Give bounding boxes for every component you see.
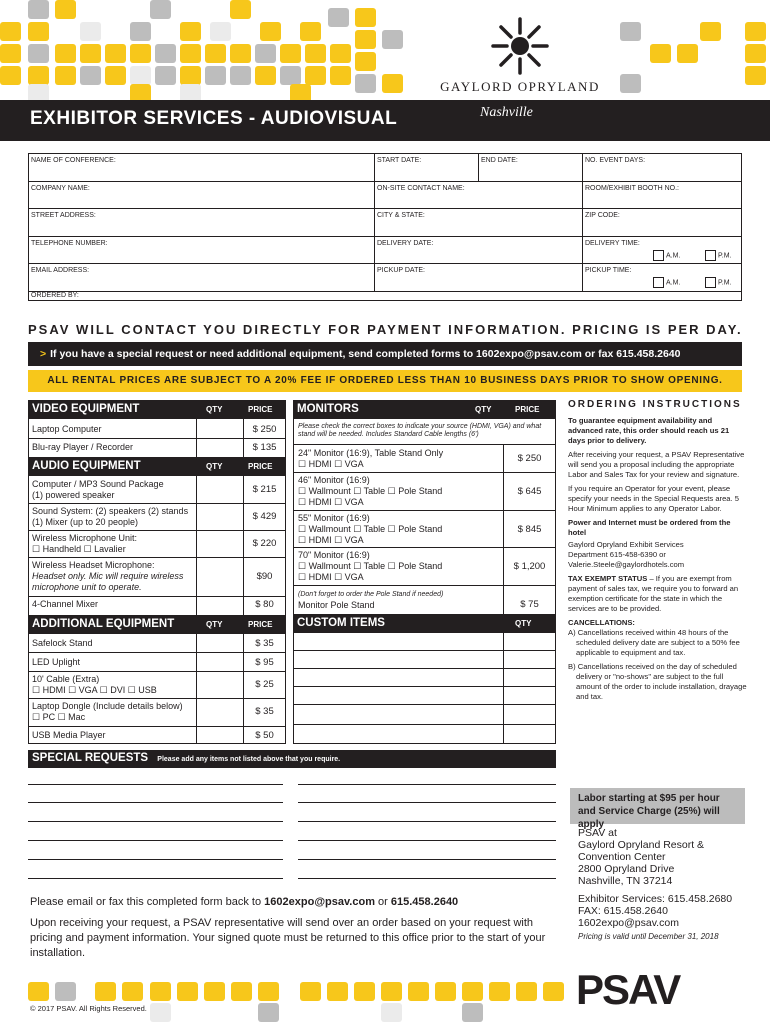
item-name: 55" Monitor (16:9) ☐ Wallmount ☐ Table ☐ Pole Stand ☐ HDMI ☐ VGA <box>298 513 443 545</box>
event-days-field[interactable] <box>583 154 741 181</box>
psav-address: PSAV at Gaylord Opryland Resort & Convention Center 2800 Opryland Drive Nashville, TN 37214 <box>578 827 705 887</box>
item-price: $ 50 <box>255 730 274 741</box>
item-name: Blu-ray Player / Recorder <box>32 442 134 452</box>
labor-notice: Labor starting at $95 per hour and Service Charge (25%) will apply <box>570 788 745 824</box>
item-name: 24" Monitor (16:9), Table Stand Only ☐ HDMI ☐ VGA <box>298 448 444 469</box>
cancellation-b: B) Cancellations received on the day of scheduled delivery or "no-shows" are subject to the full amount of the order to include installation, drayage and tax. <box>568 662 747 701</box>
field-label: STREET ADDRESS: <box>31 212 96 219</box>
booth-number-field[interactable] <box>583 182 741 209</box>
item-price: $ 645 <box>517 486 542 497</box>
special-requests-header <box>28 750 556 768</box>
item-name: Safelock Stand <box>32 638 93 648</box>
audio-header <box>28 457 286 476</box>
contact-email[interactable]: 1602expo@psav.com <box>578 917 679 929</box>
brand-name: GAYLORD OPRYLAND <box>440 79 600 94</box>
field-label: ON-SITE CONTACT NAME: <box>377 184 465 192</box>
item-name: Computer / MP3 Sound Package (1) powered speaker <box>32 479 164 500</box>
company-name-field[interactable] <box>29 182 375 209</box>
item-price: $90 <box>256 571 273 582</box>
field-label: EMAIL ADDRESS: <box>31 267 90 274</box>
item-price: $ 429 <box>252 511 277 522</box>
fax-number: 615.458.2640 <box>390 896 459 908</box>
tax-exempt: TAX EXEMPT STATUS – If you are exempt from payment of sales tax, we require you to forward an exemption certificate for the state in which the services are to be provided. <box>568 574 739 613</box>
section-title: SPECIAL REQUESTS <box>32 752 149 764</box>
price-label: PRICE <box>248 462 273 471</box>
monitor-note: Please check the correct boxes to indicate your source (HDMI, VGA) and what stand will be needed. Includes Standard Cable lengths (6') <box>298 423 542 438</box>
item-price: $ 250 <box>517 453 542 464</box>
section-title: ADDITIONAL EQUIPMENT <box>32 618 175 630</box>
delivery-time-field[interactable] <box>583 237 741 264</box>
payment-notice: PSAV WILL CONTACT YOU DIRECTLY FOR PAYMENT INFORMATION. PRICING IS PER DAY. <box>28 322 743 337</box>
conference-name-field[interactable] <box>29 154 375 181</box>
item-name: USB Media Player <box>32 730 106 740</box>
upon-receiving-text: Upon receiving your request, a PSAV representative will send over an order based on your request with pricing and payment information. Your signed quote must be returned to this office prior to the start of your installation. <box>30 917 546 959</box>
item-name: Wireless Microphone Unit: ☐ Handheld ☐ Lavalier <box>32 533 138 554</box>
field-label: ZIP CODE: <box>585 212 620 219</box>
field-label: TELEPHONE NUMBER: <box>31 239 108 247</box>
chevron-right-icon: > <box>40 348 47 360</box>
item-price: $ 75 <box>520 599 539 610</box>
item-price: $ 845 <box>517 524 542 535</box>
zip-code-field[interactable] <box>583 209 741 236</box>
item-price: $ 35 <box>255 706 274 717</box>
ordering-instructions <box>568 400 748 706</box>
qty-label: QTY <box>206 620 223 629</box>
ordering-p1: To guarantee equipment availability and advanced rate, this order should reach us 21 days prior to delivery. <box>568 416 730 445</box>
end-date-field[interactable] <box>479 154 583 181</box>
item-name: Monitor Pole Stand <box>298 600 375 610</box>
telephone-field[interactable] <box>29 237 375 264</box>
item-price: $ 35 <box>255 638 274 649</box>
section-title: MONITORS <box>297 403 359 415</box>
delivery-date-field[interactable] <box>375 237 583 264</box>
copyright: © 2017 PSAV. All Rights Reserved. <box>30 1004 147 1013</box>
item-price: $ 80 <box>255 599 274 610</box>
field-label: PICKUP TIME: <box>585 267 632 274</box>
ordering-p2: After receiving your request, a PSAV Representative will send you a proposal including the appropriate Labor and Sales Tax for your review and signature. <box>568 450 745 479</box>
am-checkbox[interactable] <box>653 250 664 261</box>
section-title: AUDIO EQUIPMENT <box>32 460 141 472</box>
city-state-field[interactable] <box>375 209 583 236</box>
fee-bar: ALL RENTAL PRICES ARE SUBJECT TO A 20% FEE IF ORDERED LESS THAN 10 BUSINESS DAYS PRIOR TO SHOW OPENING. <box>28 370 742 392</box>
field-label: COMPANY NAME: <box>31 184 90 192</box>
item-name: LED Uplight <box>32 657 81 667</box>
ordered-by-field[interactable] <box>29 292 741 302</box>
ordering-p4: Power and Internet must be ordered from the hotel <box>568 518 731 537</box>
pole-note: (Don't forget to order the Pole Stand if needed) <box>298 591 444 598</box>
item-name: 4-Channel Mixer <box>32 599 99 609</box>
pickup-time-field[interactable] <box>583 264 741 291</box>
cancellations-title: CANCELLATIONS: <box>568 618 635 627</box>
pm-label: P.M. <box>718 279 732 287</box>
item-name: Laptop Dongle (Include details below) ☐ PC ☐ Mac <box>32 701 183 722</box>
item-price: $ 1,200 <box>513 561 546 572</box>
item-name: 10' Cable (Extra) ☐ HDMI ☐ VGA ☐ DVI ☐ USB <box>32 674 157 695</box>
pm-label: P.M. <box>718 251 732 259</box>
special-request-bar <box>28 342 742 366</box>
title-banner <box>0 100 770 141</box>
psav-logo: PSAV <box>576 966 680 1013</box>
item-price: $ 135 <box>252 442 277 453</box>
ordering-p3: If you require an Operator for your event, please specify your needs in the Special Requests area. 5 Hour Minimum applies to any Operator Labor. <box>568 484 739 513</box>
item-name: 46" Monitor (16:9) ☐ Wallmount ☐ Table ☐ Pole Stand ☐ HDMI ☐ VGA <box>298 475 443 507</box>
custom-header <box>293 614 556 633</box>
qty-label: QTY <box>206 405 223 414</box>
field-label: NAME OF CONFERENCE: <box>31 157 116 164</box>
street-address-field[interactable] <box>29 209 375 236</box>
am-checkbox[interactable] <box>653 277 664 288</box>
field-label: ROOM/EXHIBIT BOOTH NO.: <box>585 184 679 192</box>
item-price: $ 220 <box>252 538 277 549</box>
qty-label: QTY <box>206 462 223 471</box>
field-label: CITY & STATE: <box>377 212 425 219</box>
field-label: START DATE: <box>377 157 422 164</box>
cancellation-a: A) Cancellations received within 48 hours of the scheduled delivery date are subject to a 50% fee applicable to equipment and tax. <box>568 628 740 657</box>
item-name: Laptop Computer <box>32 424 102 434</box>
price-label: PRICE <box>515 405 540 414</box>
video-header <box>28 400 286 419</box>
field-label: PICKUP DATE: <box>377 267 425 274</box>
start-date-field[interactable] <box>375 154 479 181</box>
price-label: PRICE <box>248 405 273 414</box>
am-label: A.M. <box>666 279 681 287</box>
field-label: END DATE: <box>481 157 518 164</box>
section-title: VIDEO EQUIPMENT <box>32 403 140 415</box>
field-label: ORDERED BY: <box>31 291 79 299</box>
field-label: NO. EVENT DAYS: <box>585 157 646 164</box>
email-field[interactable] <box>29 264 375 291</box>
item-name: 70" Monitor (16:9) ☐ Wallmount ☐ Table ☐ Pole Stand ☐ HDMI ☐ VGA <box>298 550 443 582</box>
sun-icon <box>490 16 550 76</box>
price-label: PRICE <box>248 620 273 629</box>
ordering-title: ORDERING INSTRUCTIONS <box>568 399 742 410</box>
contact-form <box>28 153 742 301</box>
monitors-header <box>293 400 556 419</box>
item-name: Sound System: (2) speakers (2) stands (1) Mixer (up to 20 people) <box>32 506 189 527</box>
onsite-contact-field[interactable] <box>375 182 583 209</box>
pickup-date-field[interactable] <box>375 264 583 291</box>
qty-label: QTY <box>515 619 532 628</box>
item-price: $ 250 <box>252 424 277 435</box>
item-price: $ 95 <box>255 657 274 668</box>
qty-label: QTY <box>475 405 492 414</box>
field-label: DELIVERY TIME: <box>585 239 640 247</box>
section-subtitle: Please add any items not listed above that you require. <box>157 756 341 763</box>
item-name: Wireless Headset Microphone: Headset only. Mic will require wireless microphone unit to operate. <box>32 560 184 592</box>
am-label: A.M. <box>666 251 681 259</box>
email-instructions: Please email or fax this completed form back to 1602expo@psav.com or 615.458.2640 <box>30 896 459 908</box>
pricing-valid: Pricing is valid until December 31, 2018 <box>578 932 719 941</box>
brand-city: Nashville <box>480 105 533 120</box>
pm-checkbox[interactable] <box>705 250 716 261</box>
pm-checkbox[interactable] <box>705 277 716 288</box>
psav-contact: Exhibitor Services: 615.458.2680 FAX: 615.458.2640 1602expo@psav.com <box>578 893 733 929</box>
field-label: DELIVERY DATE: <box>377 239 434 247</box>
item-price: $ 25 <box>255 679 274 690</box>
additional-header <box>28 615 286 634</box>
special-request-text: If you have a special request or need additional equipment, send completed forms to 1602expo@psav.com or fax 615.458.2640 <box>50 348 681 360</box>
section-title: CUSTOM ITEMS <box>297 617 385 629</box>
email-link[interactable]: 1602expo@psav.com <box>264 896 375 908</box>
exhibit-services-contact: Gaylord Opryland Exhibit Services Department 615-458-6390 or Valerie.Steele@gaylordhotels.com <box>568 540 685 569</box>
item-price: $ 215 <box>252 484 277 495</box>
page-title: EXHIBITOR SERVICES - AUDIOVISUAL <box>30 108 398 129</box>
